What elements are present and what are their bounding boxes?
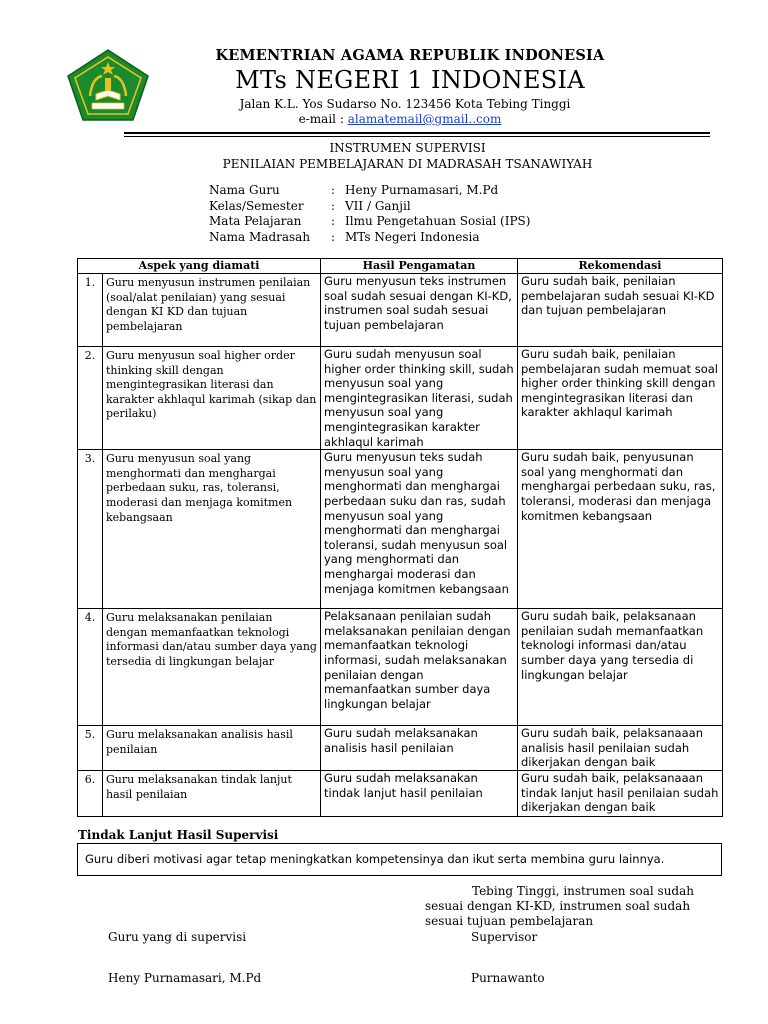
- row-number: 2.: [78, 347, 103, 450]
- info-row: Mata Pelajaran : Ilmu Pengetahuan Sosial (IPS): [209, 214, 531, 228]
- row-recommendation: Guru sudah baik, penilaian pembelajaran sudah memuat soal higher order thinking skill dengan mengintegrasikan literasi dan karakter akhlaqul karimah: [518, 347, 723, 450]
- supervisor-role: Supervisor: [471, 930, 538, 944]
- row-number: 4.: [78, 609, 103, 726]
- header-divider-thick: [124, 132, 710, 134]
- row-result: Pelaksanaan penilaian sudah melaksanakan penilaian dengan memanfaatkan teknologi informasi, sudah melaksanakan penilaian dengan memanfaatkan sumber daya lingkungan belajar: [321, 609, 518, 726]
- table-header-row: [78, 259, 723, 274]
- email-label: e-mail :: [298, 112, 344, 126]
- follow-up-title: Tindak Lanjut Hasil Supervisi: [78, 828, 279, 842]
- row-result: Guru sudah menyusun soal higher order thinking skill, sudah menyusun soal yang mengintegrasikan literasi, sudah menyusun soal yang mengintegrasikan karakter akhlaqul karimah: [321, 347, 518, 450]
- column-header-recommendation: Rekomendasi: [518, 259, 723, 274]
- info-row: Nama Guru : Heny Purnamasari, M.Pd: [209, 183, 530, 199]
- info-label: Nama Guru: [209, 183, 280, 197]
- email-link[interactable]: alamatemail@gmail..com: [347, 112, 502, 126]
- follow-up-text: Guru diberi motivasi agar tetap meningkatkan kompetensinya dan ikut serta membina guru lainnya.: [85, 852, 665, 866]
- row-aspect: Guru melaksanakan tindak lanjut hasil penilaian: [103, 770, 321, 816]
- table-row: [78, 274, 723, 347]
- row-aspect: Guru menyusun soal higher order thinking skill dengan mengintegrasikan literasi dan karakter akhlaqul karimah (sikap dan perilaku): [103, 347, 321, 450]
- signature-place-line2: sesuai dengan KI-KD, instrumen soal sudah: [425, 899, 691, 913]
- info-value: MTs Negeri Indonesia: [345, 229, 480, 244]
- follow-up-box: [77, 843, 722, 876]
- ministry-name: KEMENTRIAN AGAMA REPUBLIK INDONESIA: [215, 47, 605, 64]
- row-aspect: Guru melaksanakan analisis hasil penilaian: [103, 726, 321, 771]
- row-recommendation: Guru sudah baik, pelaksanaaan tindak lanjut hasil penilaian sudah dikerjakan dengan baik: [518, 770, 723, 816]
- row-number: 5.: [78, 726, 103, 771]
- school-email: [0, 112, 768, 126]
- info-label: Kelas/Semester: [209, 198, 304, 213]
- info-label: Mata Pelajaran: [209, 214, 302, 228]
- info-value: Heny Purnamasari, M.Pd: [345, 183, 499, 197]
- table-row: [78, 726, 723, 771]
- row-result: Guru menyusun teks sudah menyusun soal yang menghormati dan menghargai perbedaan suku dan ras, sudah menyusun soal yang menghormati dan menghargai toleransi, sudah menyusun soal yang menghormati dan menghargai moderasi dan menjaga komitmen kebangsaan: [321, 450, 518, 609]
- row-result: Guru sudah melaksanakan tindak lanjut hasil penilaian: [321, 770, 518, 816]
- document-subtitle: PENILAIAN PEMBELAJARAN DI MADRASAH TSANAWIYAH: [222, 157, 593, 171]
- row-result: Guru menyusun teks instrumen soal sudah sesuai dengan KI-KD, instrumen soal sudah sesuai tujuan pembelajaran: [321, 274, 518, 347]
- row-aspect: Guru menyusun instrumen penilaian (soal/alat penilaian) yang sesuai dengan KI KD dan tujuan pembelajaran: [103, 274, 321, 347]
- table-row: [78, 770, 723, 816]
- table-row: [78, 450, 723, 609]
- supervised-teacher-name: Heny Purnamasari, M.Pd: [108, 971, 262, 985]
- row-aspect: Guru menyusun soal yang menghormati dan menghargai perbedaan suku, ras, toleransi, moderasi dan menjaga komitmen kebangsaan: [103, 450, 321, 609]
- row-recommendation: Guru sudah baik, pelaksanaan penilaian sudah memanfaatkan teknologi informasi dan/atau sumber daya yang tersedia di lingkungan belajar: [518, 609, 723, 726]
- supervisor-name: Purnawanto: [471, 971, 545, 985]
- info-row: Nama Madrasah : MTs Negeri Indonesia: [209, 230, 530, 246]
- teacher-info: [209, 183, 530, 245]
- row-number: 1.: [78, 274, 103, 347]
- supervision-table: [77, 258, 723, 817]
- info-value: VII / Ganjil: [345, 198, 411, 213]
- row-number: 3.: [78, 450, 103, 609]
- info-label: Nama Madrasah: [209, 229, 311, 244]
- school-address: Jalan K.L. Yos Sudarso No. 123456 Kota Tebing Tinggi: [239, 97, 571, 111]
- row-recommendation: Guru sudah baik, penyusunan soal yang menghormati dan menghargai perbedaan suku, ras, toleransi, moderasi dan menjaga komitmen kebangsaan: [518, 450, 723, 609]
- table-row: [78, 347, 723, 450]
- row-recommendation: Guru sudah baik, pelaksanaaan analisis hasil penilaian sudah dikerjakan dengan baik: [518, 726, 723, 771]
- column-header-result: Hasil Pengamatan: [321, 259, 518, 274]
- info-row: Kelas/Semester : VII / Ganjil: [209, 199, 530, 215]
- row-result: Guru sudah melaksanakan analisis hasil penilaian: [321, 726, 518, 771]
- signature-place-line3: sesuai tujuan pembelajaran: [425, 914, 594, 928]
- row-aspect: Guru melaksanakan penilaian dengan memanfaatkan teknologi informasi dan/atau sumber daya yang tersedia di lingkungan belajar: [103, 609, 321, 726]
- table-row: [78, 609, 723, 726]
- document-title: INSTRUMEN SUPERVISI: [329, 141, 486, 155]
- row-number: 6.: [78, 770, 103, 816]
- signature-place-line1: Tebing Tinggi, instrumen soal sudah: [472, 884, 694, 898]
- header-divider-thin: [124, 136, 710, 137]
- row-recommendation: Guru sudah baik, penilaian pembelajaran sudah sesuai KI-KD dan tujuan pembelajaran: [518, 274, 723, 347]
- supervised-teacher-role: Guru yang di supervisi: [108, 930, 247, 944]
- column-header-aspect: Aspek yang diamati: [78, 259, 321, 274]
- info-value: Ilmu Pengetahuan Sosial (IPS): [345, 214, 531, 228]
- school-name: MTs NEGERI 1 INDONESIA: [235, 66, 585, 94]
